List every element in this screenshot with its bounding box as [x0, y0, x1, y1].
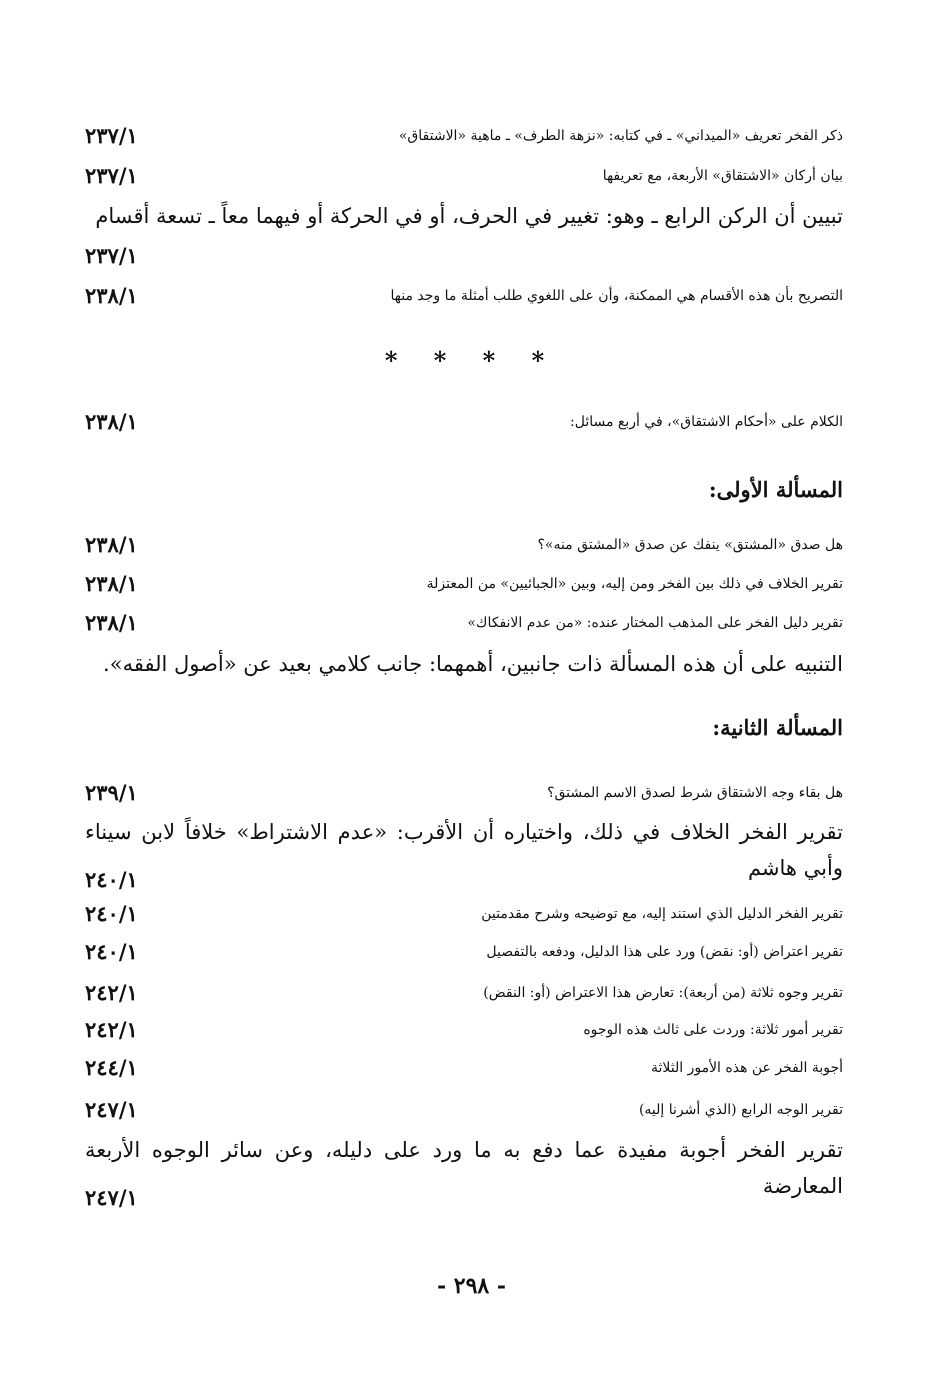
entry-page-ref: ٢٤٢/١	[85, 980, 138, 1005]
index-entry	[85, 934, 843, 970]
index-entry	[85, 814, 843, 892]
section-heading: المسألة الأولى:	[708, 477, 843, 502]
entry-page-ref: ٢٤٠/١	[85, 939, 138, 964]
index-entry	[85, 1092, 843, 1128]
entry-text: تقرير الخلاف في ذلك بين الفخر ومن إليه، وبين «الجبائيين» من المعتزلة	[426, 576, 843, 592]
entry-page-ref: ٢٣٨/١	[85, 283, 138, 308]
entry-text: تقرير وجوه ثلاثة (من أربعة): تعارض هذا الاعتراض (أو: النقض)	[483, 985, 843, 1001]
entry-page-ref: ٢٣٧/١	[85, 243, 138, 268]
entry-page-ref: ٢٣٩/١	[85, 780, 138, 805]
entry-page-ref: ٢٣٨/١	[85, 571, 138, 596]
entry-text: الكلام على «أحكام الاشتقاق»، في أربع مسائل:	[570, 414, 843, 430]
entry-text: تقرير الفخر الدليل الذي استند إليه، مع توضيحه وشرح مقدمتين	[481, 906, 843, 922]
entry-text: تقرير اعتراض (أو: نقض) ورد على هذا الدليل، ودفعه بالتفصيل	[486, 944, 843, 960]
index-entry	[85, 605, 843, 641]
entry-page-ref: ٢٤٧/١	[85, 1185, 138, 1210]
entry-page-ref: ٢٣٧/١	[85, 123, 138, 148]
entry-page-ref: ٢٤٧/١	[85, 1097, 138, 1122]
entry-text: هل بقاء وجه الاشتقاق شرط لصدق الاسم المشتق؟	[547, 785, 843, 801]
entry-text: التنبيه على أن هذه المسألة ذات جانبين، أهمهما: جانب كلامي بعيد عن «أصول الفقه».	[103, 652, 843, 676]
index-entry	[85, 646, 843, 682]
index-entry	[85, 118, 843, 154]
entry-text: تبيين أن الركن الرابع ـ وهو: تغيير في الحرف، أو في الحركة أو فيهما معاً ـ تسعة أقسام	[95, 204, 843, 228]
entry-page-ref: ٢٣٨/١	[85, 532, 138, 557]
index-entry	[85, 975, 843, 1011]
index-entry	[85, 404, 843, 440]
entry-text: بيان أركان «الاشتقاق» الأربعة، مع تعريفها	[602, 168, 843, 184]
entry-text: تقرير الفخر أجوبة مفيدة عما دفع به ما ورد على دليله، وعن سائر الوجوه الأربعة المعارضة	[85, 1138, 843, 1198]
entry-text: تقرير الفخر الخلاف في ذلك، واختياره أن الأقرب: «عدم الاشتراط» خلافاً لابن سيناء وأبي هاشم	[85, 820, 843, 880]
entry-text: أجوبة الفخر عن هذه الأمور الثلاثة	[650, 1060, 843, 1076]
entry-page-ref: ٢٤٠/١	[85, 901, 138, 926]
index-entry	[85, 566, 843, 602]
entry-text: هل صدق «المشتق» ينفك عن صدق «المشتق منه»؟	[537, 537, 843, 553]
page-number: - ٢٩٨ -	[436, 1273, 507, 1299]
section-heading: المسألة الثانية:	[712, 715, 843, 740]
index-entry	[85, 1012, 843, 1048]
entry-text: تقرير الوجه الرابع (الذي أشرنا إليه)	[638, 1102, 843, 1118]
entry-text: ذكر الفخر تعريف «الميداني» ـ في كتابه: «نزهة الطرف» ـ ماهية «الاشتقاق»	[398, 128, 843, 144]
entry-page-ref: ٢٣٧/١	[85, 163, 138, 188]
index-entry	[85, 775, 843, 811]
index-entry	[85, 198, 843, 268]
entry-page-ref: ٢٣٨/١	[85, 409, 138, 434]
index-entry	[85, 527, 843, 563]
index-entry	[85, 158, 843, 194]
entry-text: تقرير أمور ثلاثة: وردت على ثالث هذه الوجوه	[583, 1022, 843, 1038]
entry-text: التصريح بأن هذه الأقسام هي الممكنة، وأن على اللغوي طلب أمثلة ما وجد منها	[390, 288, 843, 304]
entry-page-ref: ٢٤٢/١	[85, 1017, 138, 1042]
section-separator: * * * *	[384, 346, 559, 375]
index-entry	[85, 1050, 843, 1086]
entry-page-ref: ٢٤٤/١	[85, 1055, 138, 1080]
entry-text: تقرير دليل الفخر على المذهب المختار عنده: «من عدم الانفكاك»	[467, 615, 843, 631]
index-entry	[85, 278, 843, 314]
entry-page-ref: ٢٣٨/١	[85, 610, 138, 635]
index-entry	[85, 896, 843, 932]
entry-page-ref: ٢٤٠/١	[85, 867, 138, 892]
index-entry	[85, 1132, 843, 1210]
